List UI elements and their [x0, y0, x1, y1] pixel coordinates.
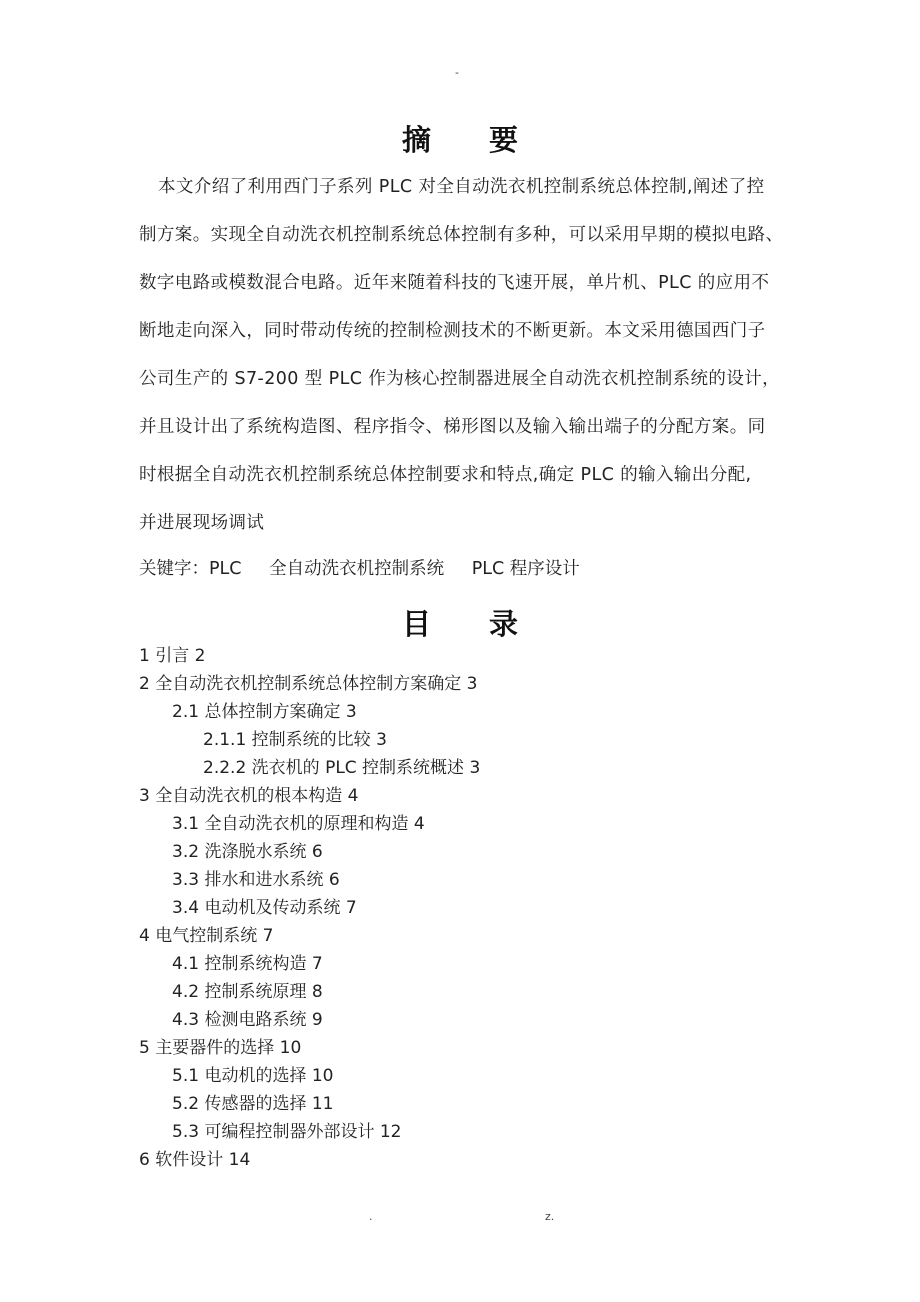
keyword-item: 全自动洗衣机控制系统	[269, 559, 445, 579]
toc-entry[interactable]: 6 软件设计 14	[139, 1150, 251, 1170]
keyword-item: PLC 程序设计	[471, 559, 580, 579]
toc-entry[interactable]: 4 电气控制系统 7	[139, 926, 274, 946]
toc-entry[interactable]: 3 全自动洗衣机的根本构造 4	[139, 786, 359, 806]
abstract-line: 断地走向深入，同时带动传统的控制检测技术的不断更新。本文采用德国西门子	[139, 321, 766, 341]
abstract-body	[139, 163, 783, 547]
abstract-line: 本文介绍了利用西门子系列 PLC 对全自动洗衣机控制系统总体控制,阐述了控	[158, 177, 765, 197]
toc-entry[interactable]: 2 全自动洗衣机控制系统总体控制方案确定 3	[139, 674, 478, 694]
abstract-line: 时根据全自动洗衣机控制系统总体控制要求和特点,确定 PLC 的输入输出分配,	[139, 465, 752, 485]
toc-entry[interactable]: 2.2.2 洗衣机的 PLC 控制系统概述 3	[203, 758, 481, 778]
keywords-line	[139, 549, 602, 589]
keywords-label: 关键字：PLC	[139, 559, 242, 579]
toc-entry[interactable]: 2.1 总体控制方案确定 3	[172, 702, 357, 722]
abstract-line: 数字电路或模数混合电路。近年来随着科技的飞速开展，单片机、PLC 的应用不	[139, 273, 770, 293]
toc-entry[interactable]: 1 引言 2	[139, 646, 206, 666]
toc-entry[interactable]: 4.1 控制系统构造 7	[172, 954, 323, 974]
toc-entry[interactable]: 5.3 可编程控制器外部设计 12	[172, 1122, 402, 1142]
footer-right-mark: z.	[545, 1210, 555, 1223]
toc-entry[interactable]: 5 主要器件的选择 10	[139, 1038, 302, 1058]
header-mark: -	[455, 66, 459, 79]
footer-left-mark: .	[369, 1210, 373, 1223]
toc-entry[interactable]: 5.2 传感器的选择 11	[172, 1094, 334, 1114]
abstract-line: 并且设计出了系统构造图、程序指令、梯形图以及输入输出端子的分配方案。同	[139, 417, 766, 437]
toc-entry[interactable]: 5.1 电动机的选择 10	[172, 1066, 334, 1086]
toc-entry[interactable]: 3.1 全自动洗衣机的原理和构造 4	[172, 814, 425, 834]
toc-entry[interactable]: 3.4 电动机及传动系统 7	[172, 898, 357, 918]
table-of-contents	[139, 642, 480, 1174]
toc-entry[interactable]: 3.2 洗涤脱水系统 6	[172, 842, 323, 862]
toc-entry[interactable]: 4.2 控制系统原理 8	[172, 982, 323, 1002]
toc-entry[interactable]: 3.3 排水和进水系统 6	[172, 870, 340, 890]
toc-entry[interactable]: 4.3 检测电路系统 9	[172, 1010, 323, 1030]
abstract-line: 公司生产的 S7-200 型 PLC 作为核心控制器进展全自动洗衣机控制系统的设计，	[139, 369, 781, 389]
toc-entry[interactable]: 2.1.1 控制系统的比较 3	[203, 730, 387, 750]
toc-title: 目 录	[401, 607, 543, 641]
abstract-line: 制方案。实现全自动洗衣机控制系统总体控制有多种，可以采用早期的模拟电路、	[139, 225, 783, 245]
abstract-line: 并进展现场调试	[139, 513, 265, 533]
abstract-paragraph	[139, 163, 783, 547]
abstract-title: 摘 要	[401, 123, 543, 157]
